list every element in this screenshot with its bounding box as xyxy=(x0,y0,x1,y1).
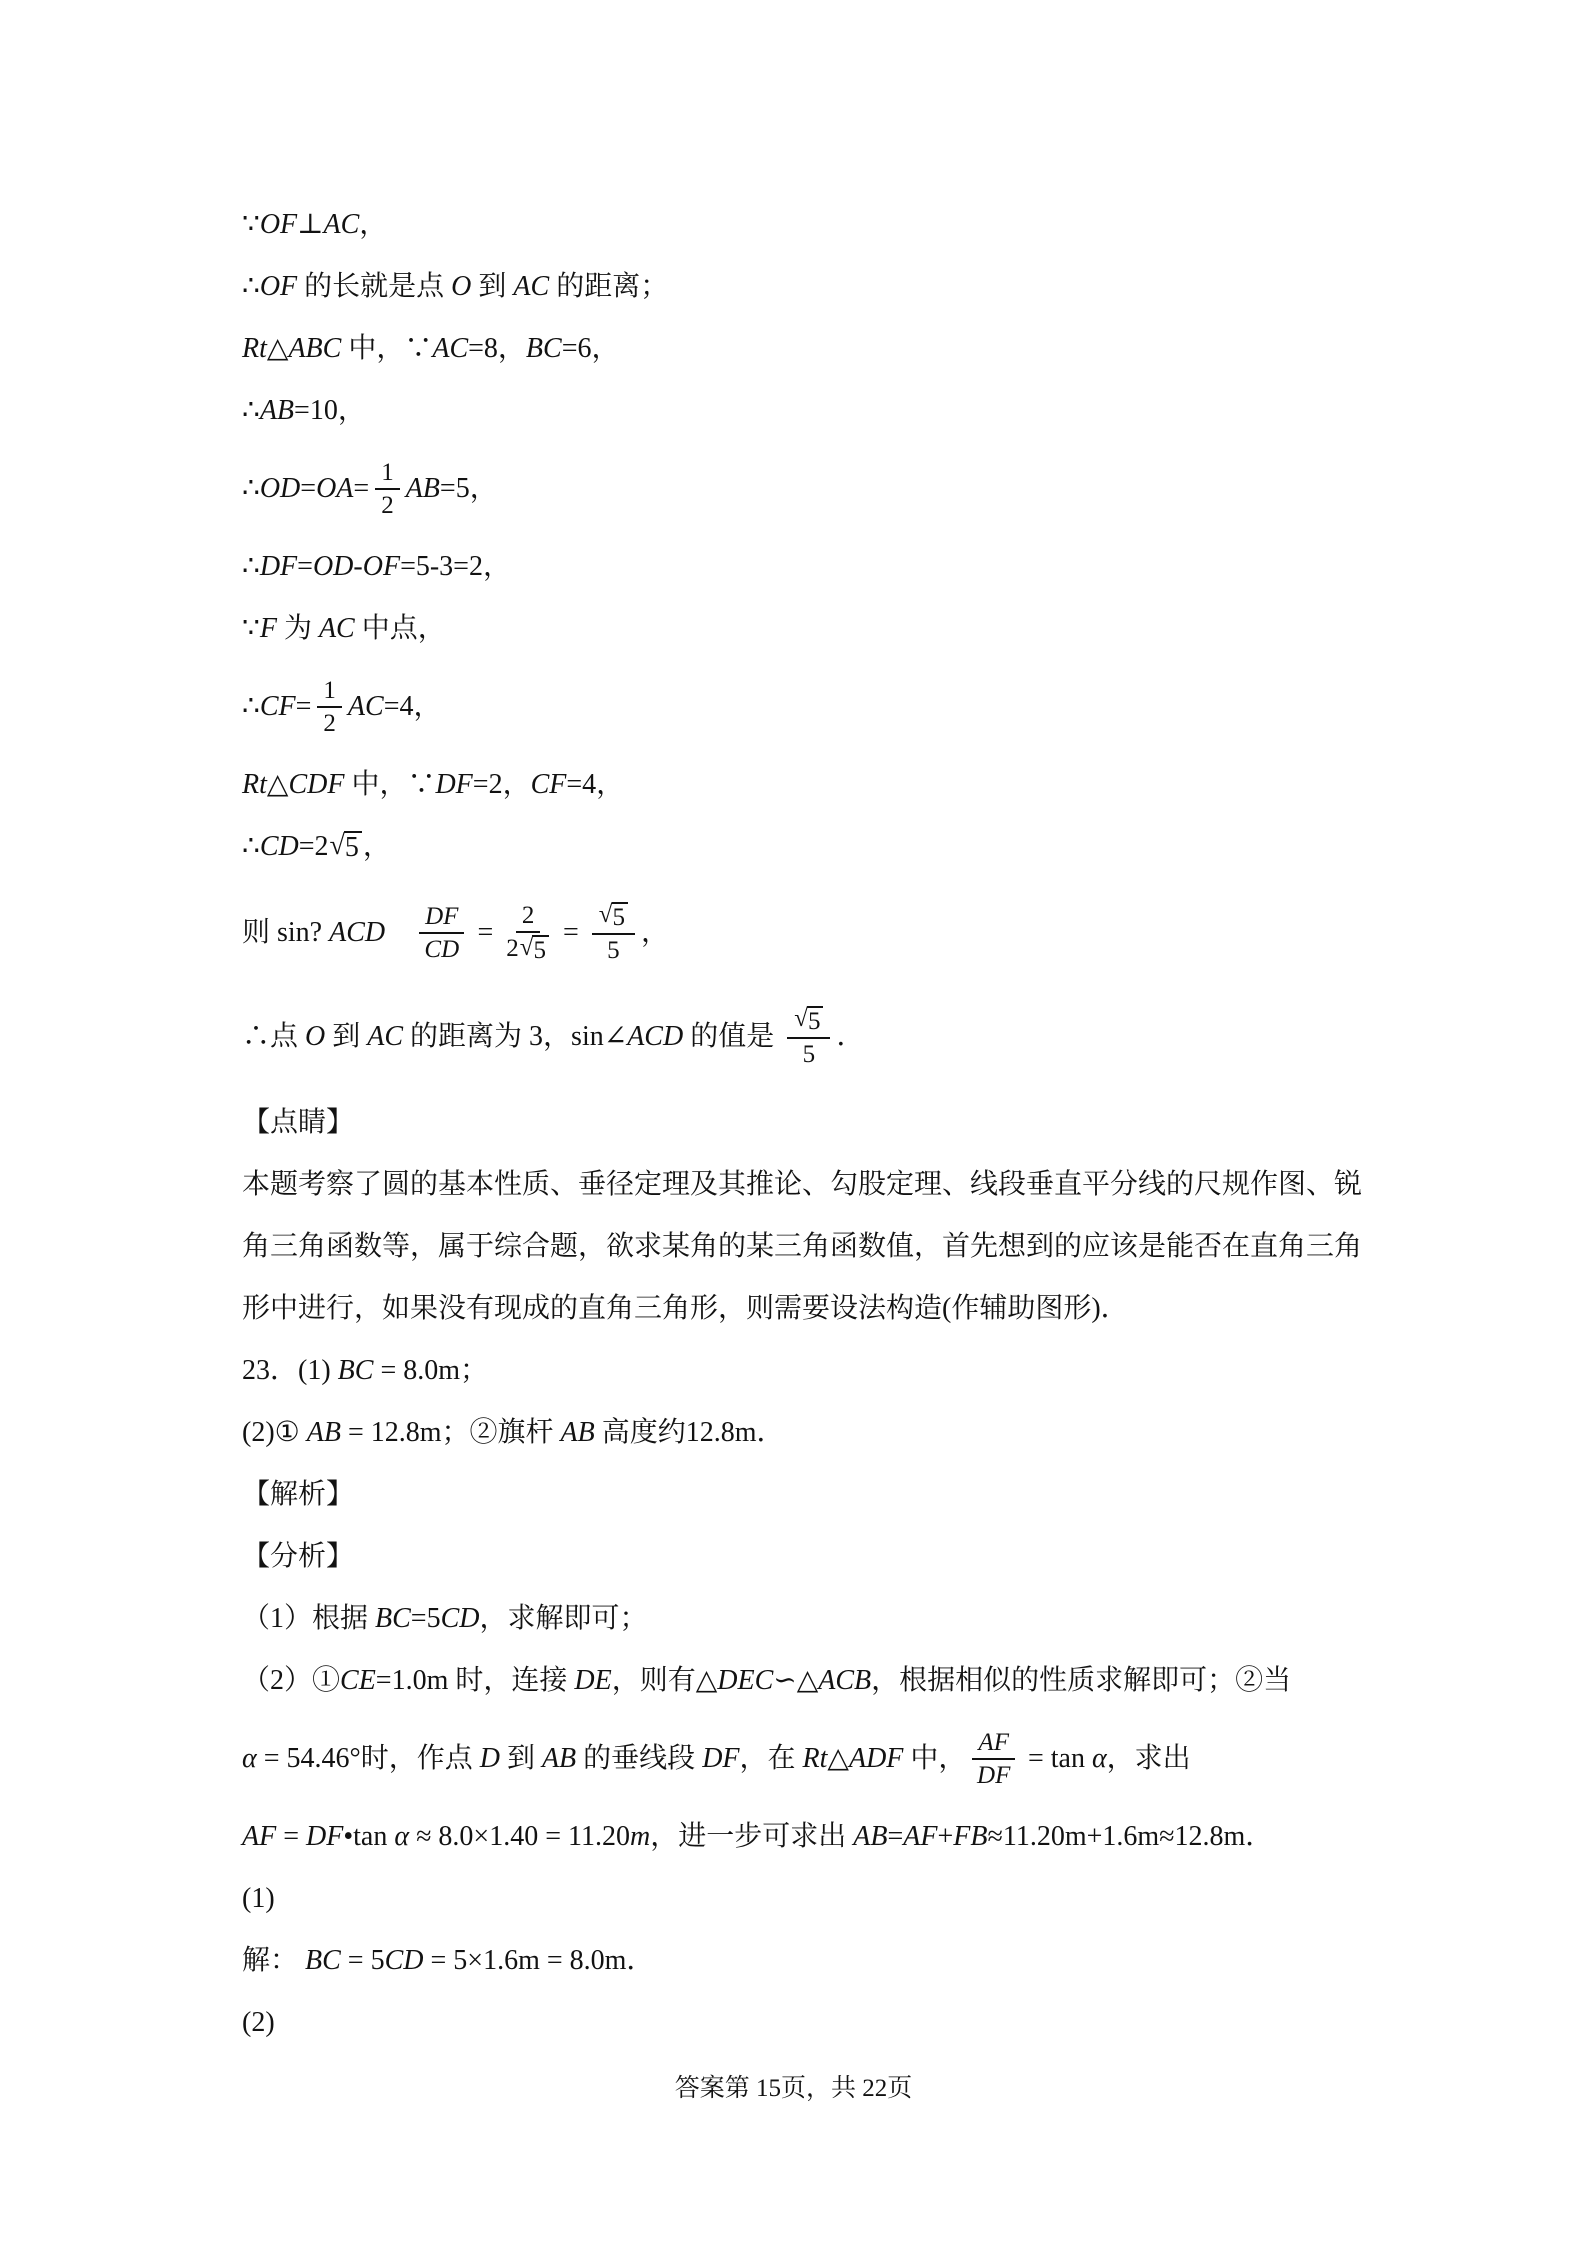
text-run: ≈11.20m+1.6m≈12.8m． xyxy=(987,1820,1274,1852)
text-run: 2 xyxy=(381,492,394,519)
math-var: CD xyxy=(384,1944,424,1976)
text-run: = xyxy=(470,916,501,948)
answer-23-part2 xyxy=(242,1402,1372,1464)
text-run: 角三角函数等，属于综合题，欲求某角的某三角函数值，首先想到的应该是能否在直角三角 xyxy=(242,1230,1363,1262)
math-var: ACD xyxy=(329,916,386,948)
analysis-part4 xyxy=(242,1806,1372,1868)
text-run: ∴ xyxy=(242,270,260,302)
math-var: DF xyxy=(425,902,459,930)
stmt-rt-cdf xyxy=(242,754,1372,816)
text-run: (2)① xyxy=(242,1416,307,1448)
text-run: 2 xyxy=(521,901,535,929)
radicand: 5 xyxy=(344,831,362,864)
text-run: △ xyxy=(266,768,289,800)
text-run: 到 xyxy=(499,1742,542,1774)
text-run: ，求出 xyxy=(1106,1742,1191,1774)
para-review-1 xyxy=(242,1154,1372,1216)
text-run: 1 xyxy=(381,458,394,486)
math-var: m xyxy=(629,1820,651,1852)
math-var: FB xyxy=(953,1820,988,1852)
fraction-denominator xyxy=(323,708,336,738)
math-var: O xyxy=(451,270,472,302)
text-run: 中， xyxy=(903,1742,967,1774)
fraction-numerator xyxy=(375,459,400,491)
math-var: Rt xyxy=(242,768,267,800)
math-var: F xyxy=(259,612,277,644)
fraction-numerator xyxy=(787,1006,830,1040)
math-var: DF xyxy=(435,768,473,800)
math-var: OF xyxy=(259,270,298,302)
text-run: = tan xyxy=(1020,1742,1092,1774)
text-run: 2 xyxy=(323,710,336,737)
analysis-part2 xyxy=(242,1650,1372,1712)
text-run: 中，∵ xyxy=(341,332,433,364)
text-run: ∴点 xyxy=(242,1020,306,1052)
stmt-cd-2root5 xyxy=(242,816,1372,878)
text-run: ，则有△ xyxy=(611,1664,718,1696)
para-review-3 xyxy=(242,1278,1372,1340)
radical-sign: √ xyxy=(598,900,613,928)
radical-sign: √ xyxy=(329,829,345,861)
fraction-denominator xyxy=(803,1039,816,1069)
text-run: 【点睛】 xyxy=(242,1106,355,1138)
text-run: 高度约12.8m． xyxy=(594,1416,785,1448)
stmt-sin-acd-fractions xyxy=(242,884,1372,982)
math-var: AF xyxy=(978,1728,1009,1756)
fraction xyxy=(592,902,635,965)
para-review-2 xyxy=(242,1216,1372,1278)
text-run: ∵ xyxy=(242,208,260,240)
stmt-cf-half-ac xyxy=(242,664,1372,750)
text-run: ，在 xyxy=(739,1742,803,1774)
text-run: =5， xyxy=(439,472,498,504)
text-run: ，求解即可； xyxy=(479,1602,648,1634)
text-run: 则 sin? xyxy=(242,916,330,948)
math-var: BC xyxy=(337,1354,374,1386)
text-run: = 8.0m； xyxy=(373,1354,489,1386)
math-var: α xyxy=(394,1820,410,1852)
text-run: = 5×1.6m = 8.0m． xyxy=(423,1944,655,1976)
math-var: OA xyxy=(316,472,354,504)
math-var: AC xyxy=(323,208,360,240)
analysis-part1 xyxy=(242,1588,1372,1650)
text-run: △ xyxy=(266,332,289,364)
text-run xyxy=(385,915,413,951)
text-run: ∴ xyxy=(242,550,260,582)
text-run: •tan xyxy=(343,1820,395,1852)
text-run: = 54.46°时，作点 xyxy=(256,1742,480,1774)
text-run: ，根据相似的性质求解即可；②当 xyxy=(871,1664,1292,1696)
text-run: 本题考察了圆的基本性质、垂径定理及其推论、勾股定理、线段垂直平分线的尺规作图、锐 xyxy=(242,1168,1363,1200)
text-run: 到 xyxy=(471,270,514,302)
fraction-numerator xyxy=(972,1729,1015,1761)
text-run: ∵ xyxy=(242,612,260,644)
text-run: ⊥ xyxy=(297,208,324,240)
text-run: 【解析】 xyxy=(242,1478,355,1510)
math-var: Rt xyxy=(802,1742,828,1774)
text-run: 5 xyxy=(802,1041,816,1068)
text-run: = 5 xyxy=(340,1944,385,1976)
text-run: 5 xyxy=(607,937,620,964)
stmt-df-od-of xyxy=(242,536,1372,598)
math-var: OF xyxy=(362,550,401,582)
text-run: ，进一步可求出 xyxy=(650,1820,854,1852)
text-run: (2) xyxy=(242,2006,275,2038)
fraction xyxy=(375,459,400,520)
math-var: AB xyxy=(306,1416,341,1448)
fraction xyxy=(419,903,464,964)
stmt-ab-10 xyxy=(242,380,1372,442)
sqrt-expr xyxy=(330,831,362,864)
fraction-denominator xyxy=(424,934,459,964)
text-run: 23．(1) xyxy=(242,1354,338,1386)
fraction-denominator xyxy=(977,1760,1010,1790)
math-var: CF xyxy=(530,768,567,800)
sqrt-expr xyxy=(520,935,549,965)
text-run: 的长就是点 xyxy=(297,270,452,302)
page-footer-text: 答案第 15页，共 22页 xyxy=(674,2075,913,2102)
math-var: AB xyxy=(405,472,440,504)
math-var: OD xyxy=(259,472,301,504)
text-run: ∴ xyxy=(242,472,260,504)
text-run: =5 xyxy=(410,1602,441,1634)
solution-part2-label xyxy=(242,1992,1372,2054)
text-run: = xyxy=(300,472,317,504)
text-run: = 12.8m；②旗杆 xyxy=(340,1416,561,1448)
radical-sign: √ xyxy=(519,934,534,961)
text-run: =6， xyxy=(561,332,620,364)
math-var: DF xyxy=(702,1742,740,1774)
math-var: ABC xyxy=(288,332,342,364)
text-run: = xyxy=(887,1820,904,1852)
math-var: AB xyxy=(853,1820,888,1852)
math-var: AB xyxy=(259,394,295,426)
document-body xyxy=(242,194,1372,2054)
fraction-numerator xyxy=(516,902,541,934)
text-run: 解： xyxy=(242,1944,306,1976)
radicand: 5 xyxy=(612,902,629,932)
stmt-rt-abc xyxy=(242,318,1372,380)
text-run: ∴ xyxy=(242,394,260,426)
text-run: 的距离； xyxy=(549,270,669,302)
math-var: AF xyxy=(903,1820,938,1852)
math-var: CD xyxy=(259,830,299,862)
text-run: =5-3=2， xyxy=(400,550,511,582)
text-run: 中，∵ xyxy=(344,768,436,800)
text-run: （2）① xyxy=(242,1664,341,1696)
math-var: DEC xyxy=(717,1664,774,1696)
solution-part1 xyxy=(242,1930,1372,1992)
text-run: ≈ 8.0×1.40 = 11.20 xyxy=(409,1820,630,1852)
text-run: + xyxy=(937,1820,954,1852)
text-run: - xyxy=(353,550,363,582)
fraction xyxy=(787,1006,830,1069)
solution-part1-label xyxy=(242,1868,1372,1930)
math-var: AC xyxy=(318,612,355,644)
math-var: BC xyxy=(375,1602,411,1634)
math-var: AB xyxy=(541,1742,577,1774)
radical-sign: √ xyxy=(794,1004,808,1032)
text-run: ∴ xyxy=(242,830,260,862)
text-run: (1) xyxy=(242,1882,275,1914)
text-run: 的距离为 3，sin∠ xyxy=(403,1020,628,1052)
math-var: AB xyxy=(560,1416,595,1448)
text-run: ∴ xyxy=(242,690,260,722)
math-var: O xyxy=(305,1020,326,1052)
text-run: △ xyxy=(827,1742,849,1774)
text-run: = xyxy=(295,690,312,722)
math-var: CD xyxy=(440,1602,480,1634)
analysis-part3 xyxy=(242,1716,1372,1802)
text-run: 形中进行，如果没有现成的直角三角形，则需要设法构造(作辅助图形)． xyxy=(242,1292,1129,1324)
text-run: 为 xyxy=(276,612,319,644)
fraction-denominator xyxy=(506,933,550,965)
fraction xyxy=(972,1729,1015,1790)
text-run: 的垂线段 xyxy=(576,1742,703,1774)
math-var: CF xyxy=(259,690,296,722)
radicand: 5 xyxy=(807,1006,824,1036)
math-var: ACD xyxy=(627,1020,684,1052)
stmt-f-midpoint xyxy=(242,598,1372,660)
math-var: DE xyxy=(574,1664,612,1696)
stmt-conclusion xyxy=(242,988,1372,1086)
math-var: CD xyxy=(424,936,460,963)
sqrt-expr xyxy=(599,902,628,932)
math-var: ACB xyxy=(818,1664,872,1696)
fraction xyxy=(317,677,342,738)
math-var: α xyxy=(242,1742,257,1774)
fraction xyxy=(506,902,550,965)
text-run: 到 xyxy=(325,1020,368,1052)
math-var: AC xyxy=(432,332,469,364)
stmt-od-oa-half-ab xyxy=(242,446,1372,532)
heading-fenxi xyxy=(242,1526,1372,1588)
fraction-denominator xyxy=(607,935,620,965)
math-var: α xyxy=(1091,1742,1107,1774)
stmt-of-perp-ac xyxy=(242,194,1372,256)
radicand: 5 xyxy=(532,935,549,965)
fraction-numerator xyxy=(592,902,635,936)
text-run: ， xyxy=(359,208,388,240)
math-var: CDF xyxy=(288,768,345,800)
text-run: 中点， xyxy=(354,612,446,644)
fraction-numerator xyxy=(419,903,464,935)
math-var: AC xyxy=(347,690,384,722)
text-run: = xyxy=(276,1820,307,1852)
math-var: OD xyxy=(312,550,354,582)
text-run: = xyxy=(353,472,370,504)
text-run: =1.0m 时，连接 xyxy=(375,1664,575,1696)
text-run: =8， xyxy=(468,332,526,364)
text-run: =2， xyxy=(472,768,531,800)
sqrt-expr xyxy=(794,1006,823,1036)
heading-dianjing xyxy=(242,1092,1372,1154)
text-run: = xyxy=(297,550,313,582)
text-run: 【分析】 xyxy=(242,1540,355,1572)
text-run: ∽△ xyxy=(773,1664,819,1696)
math-var: ADF xyxy=(848,1742,904,1774)
answer-23-part1 xyxy=(242,1340,1372,1402)
math-var: Rt xyxy=(242,332,267,364)
text-run: 1 xyxy=(323,676,336,704)
stmt-of-distance xyxy=(242,256,1372,318)
math-var: OF xyxy=(259,208,298,240)
text-run: =4， xyxy=(566,768,625,800)
math-var: DF xyxy=(977,1762,1011,1789)
math-var: AF xyxy=(242,1820,277,1852)
text-run: = xyxy=(555,916,586,948)
heading-jiexi xyxy=(242,1464,1372,1526)
text-run: =10， xyxy=(294,394,366,426)
math-var: D xyxy=(479,1742,500,1774)
math-var: BC xyxy=(525,332,562,364)
text-run: ． xyxy=(836,1020,865,1052)
math-var: BC xyxy=(305,1944,341,1976)
math-var: AC xyxy=(513,270,550,302)
text-run: （1）根据 xyxy=(242,1602,376,1634)
text-run: =2 xyxy=(298,830,329,862)
text-run: 的值是 xyxy=(683,1020,782,1052)
page-footer xyxy=(0,2072,1587,2106)
math-var: DF xyxy=(306,1820,344,1852)
fraction-numerator xyxy=(317,677,342,709)
text-run: ， xyxy=(362,830,391,862)
math-var: CE xyxy=(340,1664,376,1696)
text-run: =4， xyxy=(383,690,442,722)
math-var: DF xyxy=(259,550,298,582)
math-var: AC xyxy=(367,1020,404,1052)
text-run: 2 xyxy=(506,935,519,962)
fraction-denominator xyxy=(381,490,394,520)
text-run: ， xyxy=(641,916,670,948)
